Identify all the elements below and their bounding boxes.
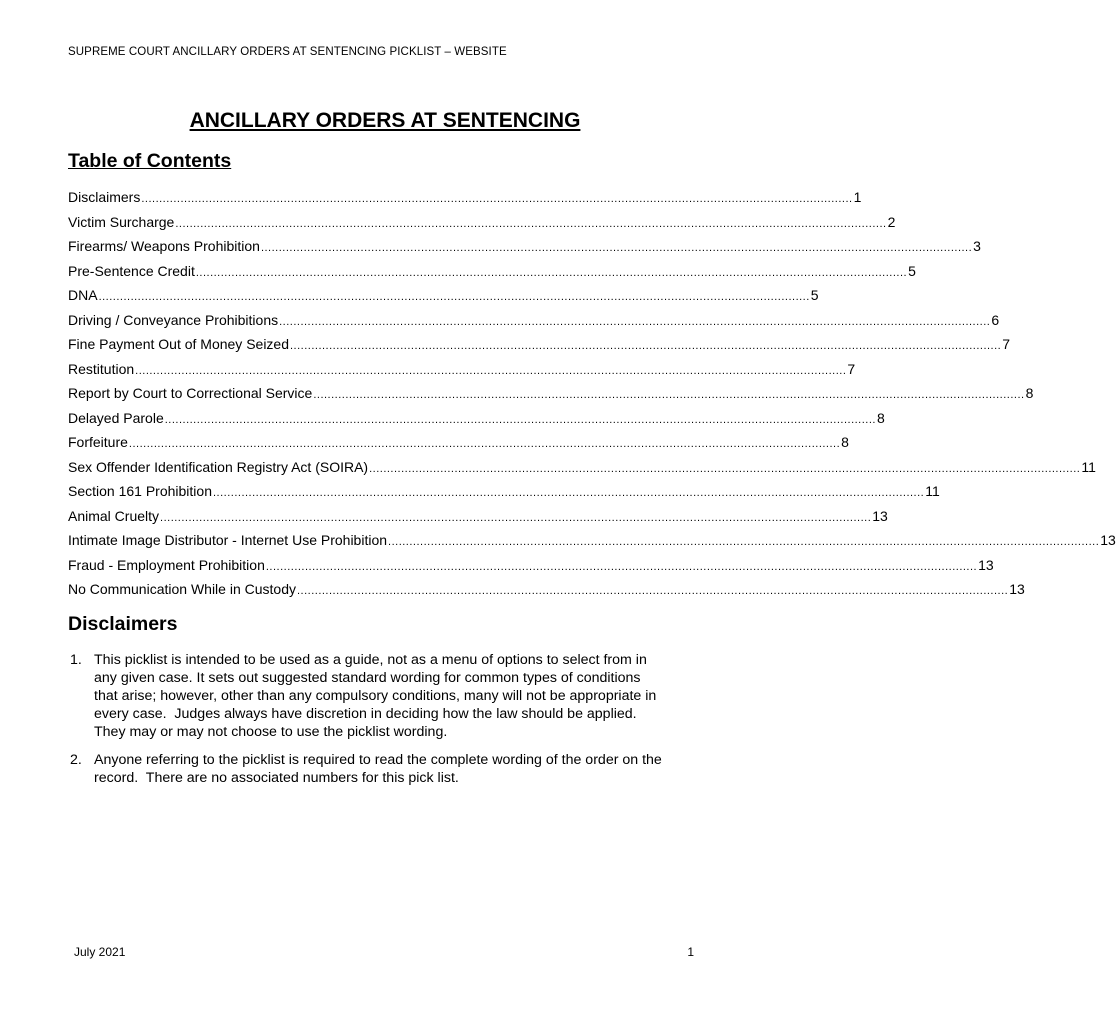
- toc-entry[interactable]: [68, 311, 1000, 337]
- toc-entry-page: 13: [1009, 581, 1025, 597]
- toc-entry[interactable]: [68, 409, 885, 435]
- footer-page-number: 1: [687, 945, 694, 959]
- toc-entry-page: 8: [876, 409, 885, 426]
- toc-entry-label: Delayed Parole: [68, 409, 164, 426]
- toc-entry-label: Disclaimers: [68, 189, 141, 205]
- disclaimers-list: [68, 651, 708, 787]
- disclaimer-line: that arise; however, other than any compulsory conditions, many will not be appropriate in: [94, 688, 657, 704]
- disclaimer-line: Anyone referring to the picklist is required to read the complete wording of the order on the: [94, 752, 662, 768]
- toc-entry-page: 13: [1100, 532, 1116, 548]
- toc-leader-dots: ........................................................................................................................................................................................................: [164, 413, 876, 426]
- toc-entry[interactable]: [68, 507, 888, 533]
- toc-entry[interactable]: [68, 238, 981, 263]
- toc-entry-page: 5: [810, 287, 819, 303]
- disclaimer-line: any given case. It sets out suggested standard wording for common types of conditions: [94, 670, 641, 686]
- toc-entry[interactable]: [68, 581, 1025, 606]
- toc-entry[interactable]: [68, 336, 1011, 361]
- toc-leader-dots: ........................................................................................................................................................................................................: [260, 242, 973, 254]
- toc-entry-label: Restitution: [68, 360, 135, 377]
- disclaimer-text: [94, 751, 708, 787]
- disclaimer-line: record. There are no associated numbers for this pick list.: [94, 770, 459, 786]
- toc-entry-label: Driving / Conveyance Prohibitions: [68, 311, 279, 328]
- toc-leader-dots: ........................................................................................................................................................................................................: [388, 536, 1100, 548]
- toc-entry-page: 5: [908, 262, 916, 279]
- toc-entry-page: 7: [1002, 336, 1011, 352]
- document-title: [0, 109, 770, 133]
- toc-leader-dots: ........................................................................................................................................................................................................: [279, 315, 991, 328]
- toc-entry-page: 6: [991, 311, 1000, 328]
- disclaimer-number: 1.: [70, 652, 82, 668]
- toc-entry-label: DNA: [68, 287, 98, 303]
- toc-entry[interactable]: [68, 483, 940, 508]
- toc-entry-label: Fraud - Employment Prohibition: [68, 556, 265, 573]
- toc-entry-label: Firearms/ Weapons Prohibition: [68, 238, 260, 254]
- toc-entry-page: 1: [853, 189, 862, 205]
- toc-entry[interactable]: [68, 189, 862, 214]
- disclaimer-line: They may or may not choose to use the picklist wording.: [94, 724, 448, 740]
- toc-entry-page: 8: [1025, 385, 1034, 401]
- toc-entry[interactable]: [68, 385, 1034, 410]
- disclaimers-heading: Disclaimers: [68, 613, 178, 635]
- toc-leader-dots: ........................................................................................................................................................................................................: [195, 266, 908, 279]
- toc-entry[interactable]: [68, 262, 916, 288]
- toc-entry-label: Animal Cruelty: [68, 507, 160, 524]
- toc-leader-dots: ........................................................................................................................................................................................................: [175, 217, 887, 230]
- disclaimer-line: every case. Judges always have discretion in deciding how the law should be applied.: [94, 706, 637, 722]
- toc-heading: Table of Contents: [68, 150, 232, 172]
- toc-entry[interactable]: [68, 287, 819, 312]
- table-of-contents: [68, 189, 1116, 606]
- toc-entry-label: Victim Surcharge: [68, 213, 175, 230]
- toc-leader-dots: ........................................................................................................................................................................................................: [135, 364, 847, 377]
- footer-date: July 2021: [74, 945, 126, 959]
- disclaimer-item: [68, 651, 708, 741]
- disclaimer-text: [94, 651, 708, 741]
- toc-entry-page: 3: [973, 238, 981, 254]
- toc-entry-label: Sex Offender Identification Registry Act (SOIRA): [68, 458, 369, 475]
- toc-entry-page: 13: [978, 556, 994, 573]
- toc-entry-label: No Communication While in Custody: [68, 581, 296, 597]
- toc-leader-dots: ........................................................................................................................................................................................................: [141, 193, 853, 205]
- disclaimer-item: [68, 751, 708, 787]
- toc-leader-dots: ........................................................................................................................................................................................................: [290, 340, 1002, 352]
- toc-leader-dots: ........................................................................................................................................................................................................: [265, 560, 978, 573]
- toc-entry-label: Intimate Image Distributor - Internet Use Prohibition: [68, 532, 388, 548]
- toc-entry-label: Fine Payment Out of Money Seized: [68, 336, 289, 352]
- toc-entry[interactable]: [68, 458, 1096, 484]
- toc-entry-page: 11: [1081, 458, 1096, 475]
- toc-leader-dots: ........................................................................................................................................................................................................: [160, 511, 872, 524]
- toc-leader-dots: ........................................................................................................................................................................................................: [369, 462, 1081, 475]
- toc-entry-label: Section 161 Prohibition: [68, 483, 212, 499]
- toc-entry-page: 8: [841, 434, 849, 450]
- toc-leader-dots: ........................................................................................................................................................................................................: [98, 291, 810, 303]
- page-header: SUPREME COURT ANCILLARY ORDERS AT SENTENCING PICKLIST – WEBSITE: [68, 46, 507, 58]
- toc-entry[interactable]: [68, 532, 1116, 557]
- document-title-text: ANCILLARY ORDERS AT SENTENCING: [189, 109, 581, 132]
- toc-entry-page: 2: [887, 213, 896, 230]
- toc-entry[interactable]: [68, 360, 856, 386]
- toc-entry-page: 7: [847, 360, 856, 377]
- toc-leader-dots: ........................................................................................................................................................................................................: [313, 389, 1025, 401]
- toc-entry-page: 13: [872, 507, 888, 524]
- disclaimer-line: This picklist is intended to be used as a guide, not as a menu of options to select from in: [94, 652, 647, 668]
- toc-entry-label: Report by Court to Correctional Service: [68, 385, 313, 401]
- disclaimer-number: 2.: [70, 752, 82, 768]
- toc-entry-label: Pre-Sentence Credit: [68, 262, 195, 279]
- toc-leader-dots: ........................................................................................................................................................................................................: [128, 438, 841, 450]
- toc-leader-dots: ........................................................................................................................................................................................................: [213, 487, 925, 499]
- toc-entry[interactable]: [68, 556, 994, 582]
- toc-entry[interactable]: [68, 213, 896, 239]
- toc-entry[interactable]: [68, 434, 849, 459]
- toc-entry-page: 11: [925, 483, 940, 499]
- toc-entry-label: Forfeiture: [68, 434, 128, 450]
- toc-leader-dots: ........................................................................................................................................................................................................: [296, 585, 1009, 597]
